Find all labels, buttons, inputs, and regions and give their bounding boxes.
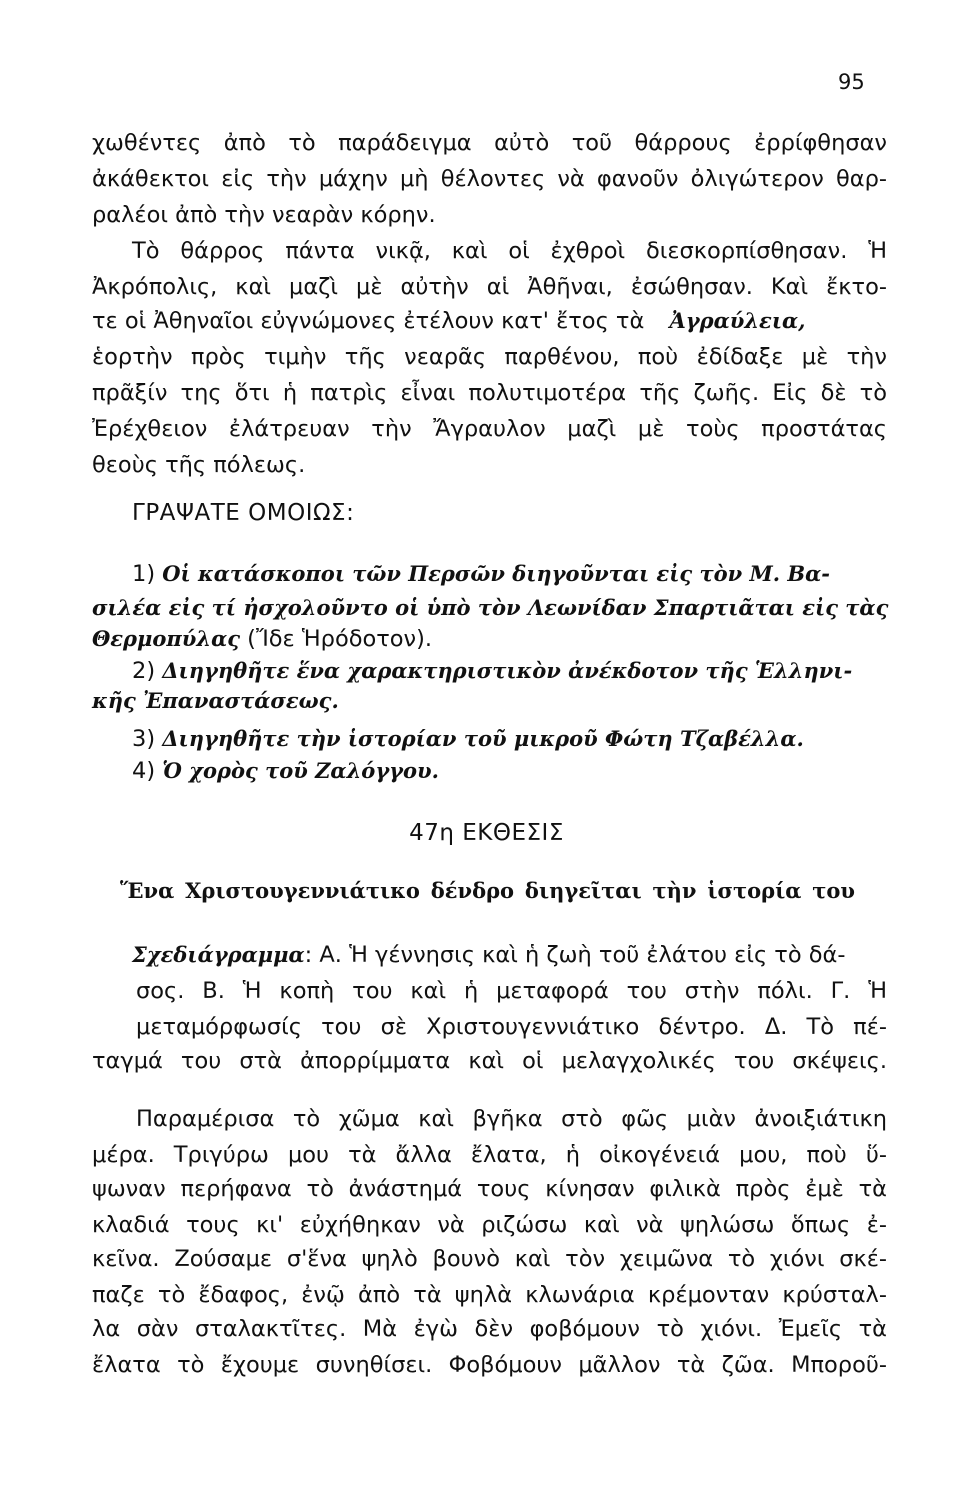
topic-number: 3) bbox=[132, 726, 156, 752]
agraulia-emphasis: Ἀγραύλεια, bbox=[669, 308, 806, 333]
text-line: ραλέοι ἀπὸ τὴν νεαρὰν κόρην. bbox=[92, 202, 436, 228]
text-line: Τὸ θάρρος πάντα νικᾷ, καὶ οἱ ἐχθροὶ διεσκορπίσθησαν. Ἡ bbox=[132, 238, 887, 264]
outline-label: Σχεδιάγραμμα bbox=[132, 942, 305, 967]
topic-2-line-2: κῆς Ἐπαναστάσεως. bbox=[92, 688, 339, 713]
essay-line: Παραμέρισα τὸ χῶμα καὶ βγῆκα στὸ φῶς μιὰν ἀνοιξιάτικη bbox=[136, 1106, 887, 1132]
text-line: Ἐρέχθειον ἐλάτρευαν τὴν Ἄγραυλον μαζὶ μὲ τοὺς προστάτας bbox=[92, 416, 887, 442]
text-line: θεοὺς τῆς πόλεως. bbox=[92, 452, 306, 478]
outline-line-1 bbox=[132, 944, 887, 967]
topic-number: 1) bbox=[132, 561, 156, 587]
topic-number: 2) bbox=[132, 658, 156, 684]
text-line: πρᾶξίν της ὅτι ἡ πατρὶς εἶναι πολυτιμοτέρα τῆς ζωῆς. Εἰς δὲ τὸ bbox=[92, 380, 887, 406]
outline-line: σος. Β. Ἡ κοπὴ του καὶ ἡ μεταφορά του στὴν πόλι. Γ. Ἡ bbox=[136, 978, 887, 1004]
topic-1-line-2: σιλέα εἰς τί ἠσχολοῦντο οἱ ὑπὸ τὸν Λεωνίδαν Σπαρτιᾶται εἰς τὰς bbox=[92, 595, 889, 620]
text-line: Ἀκρόπολις, καὶ μαζὶ μὲ αὐτὴν αἱ Ἀθῆναι, ἐσώθησαν. Καὶ ἔκτο- bbox=[92, 274, 887, 300]
topic-3 bbox=[132, 728, 804, 751]
text-line bbox=[92, 310, 887, 333]
outline-line: μεταμόρφωσίς του σὲ Χριστουγεννιάτικο δέντρο. Δ. Τὸ πέ- bbox=[136, 1014, 887, 1040]
topic-4 bbox=[132, 760, 439, 783]
essay-line: λα σὰν σταλακτῖτες. Μὰ ἐγὼ δὲν φοβόμουν τὸ χιόνι. Ἐμεῖς τὰ bbox=[92, 1316, 887, 1342]
page-number: 95 bbox=[838, 70, 865, 94]
essay-line: μέρα. Τριγύρω μου τὰ ἄλλα ἔλατα, ἡ οἰκογένειά μου, ποὺ ὕ- bbox=[92, 1142, 887, 1168]
outline-line: ταγμά του στὰ ἀπορρίμματα καὶ οἱ μελαγχολικές του σκέψεις. bbox=[92, 1048, 887, 1074]
topic-text: Διηγηθῆτε ἕνα χαρακτηριστικὸν ἀνέκδοτον τῆς Ἑλληνι- bbox=[162, 658, 853, 683]
essay-title: Ἕνα Χριστουγεννιάτικο δένδρο διηγεῖται τὴν ἱστορία του bbox=[120, 878, 855, 903]
topic-text: Διηγηθῆτε τὴν ἱστορίαν τοῦ μικροῦ Φώτη Τζαβέλλα. bbox=[162, 726, 804, 751]
topic-text: Ὁ χορὸς τοῦ Ζαλόγγου. bbox=[162, 758, 439, 783]
topic-text: Θερμοπύλας bbox=[92, 626, 241, 651]
text-line: ἀκάθεκτοι εἰς τὴν μάχην μὴ θέλοντες νὰ φανοῦν ὀλιγώτερον θαρ- bbox=[92, 166, 887, 192]
essay-line: κλαδιά τους κι' εὐχήθηκαν νὰ ριζώσω καὶ νὰ ψηλώσω ὅπως ἐ- bbox=[92, 1212, 887, 1238]
essay-line: ψωναν περήφανα τὸ ἀνάστημά τους κίνησαν φιλικὰ πρὸς ἐμὲ τὰ bbox=[92, 1176, 887, 1202]
outline-text: : Α. Ἡ γέννησις καὶ ἡ ζωὴ τοῦ ἐλάτου εἰς τὸ δά- bbox=[304, 942, 846, 968]
essay-line: κεῖνα. Ζούσαμε σ'ἕνα ψηλὸ βουνὸ καὶ τὸν χειμῶνα τὸ χιόνι σκέ- bbox=[92, 1246, 887, 1272]
topic-1-line-3 bbox=[92, 628, 432, 651]
topic-note: (Ἴδε Ἡρόδοτον). bbox=[247, 626, 433, 652]
essay-line: παζε τὸ ἔδαφος, ἐνῷ ἀπὸ τὰ ψηλὰ κλωνάρια κρέμονταν κρύσταλ- bbox=[92, 1282, 887, 1308]
write-similarly-heading: ΓΡΑΨΑΤΕ ΟΜΟΙΩΣ: bbox=[132, 500, 355, 526]
text-fragment: τε οἱ Ἀθηναῖοι εὐγνώμονες ἐτέλουν κατ' ἔτος τὰ bbox=[92, 308, 645, 334]
text-line: χωθέντες ἀπὸ τὸ παράδειγμα αὐτὸ τοῦ θάρρους ἐρρίφθησαν bbox=[92, 130, 887, 156]
topic-2-line-1 bbox=[132, 660, 852, 683]
topic-text: Οἱ κατάσκοποι τῶν Περσῶν διηγοῦνται εἰς τὸν Μ. Βα- bbox=[162, 561, 830, 586]
topic-1-line-1 bbox=[132, 563, 887, 586]
text-line: ἑορτὴν πρὸς τιμὴν τῆς νεαρᾶς παρθένου, ποὺ ἐδίδαξε μὲ τὴν bbox=[92, 344, 887, 370]
essay-line: ἔλατα τὸ ἔχουμε συνηθίσει. Φοβόμουν μᾶλλον τὰ ζῶα. Μποροῦ- bbox=[92, 1352, 887, 1378]
topic-number: 4) bbox=[132, 758, 156, 784]
essay-heading: 47η ΕΚΘΕΣΙΣ bbox=[409, 820, 564, 846]
